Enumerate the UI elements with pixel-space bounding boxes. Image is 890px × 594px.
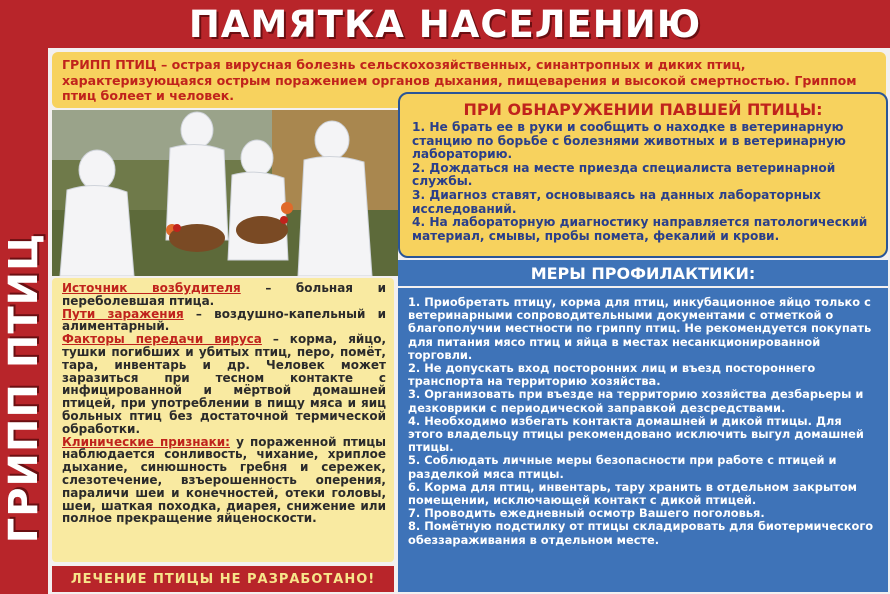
list-item: 5. Соблюдать личные меры безопасности при работе с птицей и разделкой мяса птицы. bbox=[408, 453, 837, 481]
list-item: 4. Необходимо избегать контакта домашней и дикой птицы. Для этого владельцу птицы рекомендовано исключить выгул домашней птицы. bbox=[408, 413, 864, 455]
side-bar bbox=[0, 48, 48, 594]
dead-bird-list bbox=[412, 121, 874, 243]
prevention-heading: МЕРЫ ПРОФИЛАКТИКИ: bbox=[530, 263, 756, 283]
intro-text: ГРИПП ПТИЦ – острая вирусная болезнь сельскохозяйственных, синантропных и диких птиц, характеризующаяся острым поражением органов дыхания, пищеварения и высокой смертностью. Гриппом птиц болеет и человек. bbox=[62, 57, 857, 103]
factors-label: Факторы передачи вируса bbox=[62, 332, 262, 347]
title-bar bbox=[0, 0, 890, 48]
prevention-list bbox=[408, 296, 880, 547]
list-item: 2. Дождаться на месте приезда специалиста ветеринарной службы. bbox=[412, 160, 836, 189]
signs-paragraph bbox=[62, 436, 386, 526]
list-item: 7. Проводить ежедневный осмотр Вашего поголовья. bbox=[408, 506, 765, 521]
signs-label: Клинические признаки: bbox=[62, 434, 230, 449]
warning-text: ЛЕЧЕНИЕ ПТИЦЫ НЕ РАЗРАБОТАНО! bbox=[70, 571, 376, 587]
source-paragraph bbox=[62, 282, 386, 308]
list-item: 4. На лабораторную диагностику направляется патологический материал, смывы, пробы помета, фекалий и крови. bbox=[412, 215, 868, 243]
workers-photo bbox=[52, 110, 398, 276]
factors-paragraph bbox=[62, 333, 386, 435]
side-title: ГРИПП ПТИЦ bbox=[1, 232, 47, 544]
source-label: Источник возбудителя bbox=[62, 281, 241, 295]
list-item: 1. Приобретать птицу, корма для птиц, инкубационное яйцо только с ветеринарными сопроводительными документами с отметкой о благополучии местности по гриппу птиц. Не рекомендуется покупать для питания мясо птиц и яйца в местах несанкционированной торговли. bbox=[408, 295, 872, 362]
page-title: ПАМЯТКА НАСЕЛЕНИЮ bbox=[188, 2, 702, 46]
list-item: 3. Диагноз ставят, основываясь на данных лабораторных исследований. bbox=[412, 187, 821, 216]
routes-paragraph bbox=[62, 308, 386, 334]
list-item: 2. Не допускать вход посторонних лиц и въезд постороннего транспорта на территорию хозяйства. bbox=[408, 361, 816, 389]
signs-text: у пораженной птицы наблюдается сонливость, чихание, хриплое дыхание, синюшность гребня и сережек, слезотечение, взъерошенность оперения, параличи шеи и конечностей, отеки головы, шеи, шаткая походка, диарея, снижение или полное прекращение яйценоскости. bbox=[62, 434, 386, 526]
dead-bird-panel bbox=[398, 92, 888, 258]
source-text: – больная и переболевшая птица. bbox=[62, 281, 386, 308]
list-item: 6. Корма для птиц, инвентарь, тару хранить в отдельном закрытом помещении, исключающей контакт с дикой птицей. bbox=[408, 479, 857, 508]
list-item: 8. Помётную подстилку от птицы складировать для биотермического обеззараживания в отдельном месте. bbox=[408, 519, 874, 547]
list-item: 1. Не брать ее в руки и сообщить о находке в ветеринарную станцию по борьбе с болезнями животных и в ветеринарную лабораторию. bbox=[412, 120, 846, 162]
prevention-panel bbox=[398, 288, 888, 592]
prevention-header bbox=[398, 260, 888, 286]
routes-label: Пути заражения bbox=[62, 306, 184, 321]
list-item: 3. Организовать при въезде на территорию хозяйства дезбарьеры и дезковрики с периодической заправкой дезсредствами. bbox=[408, 387, 864, 415]
dead-bird-heading: ПРИ ОБНАРУЖЕНИИ ПАВШЕЙ ПТИЦЫ: bbox=[463, 100, 823, 119]
warning-banner bbox=[52, 566, 394, 592]
routes-text: – воздушно-капельный и алиментарный. bbox=[62, 306, 386, 334]
info-panel bbox=[52, 278, 394, 562]
factors-text: – корма, яйцо, тушки погибших и убитых птиц, перо, помёт, тара, инвентарь и др. Человек может заразиться при тесном контакте с инфицированной и мёртвой домашней птицей, при употреблении в пищу мяса и яиц больных птиц без достаточной термической обработки. bbox=[62, 332, 386, 436]
